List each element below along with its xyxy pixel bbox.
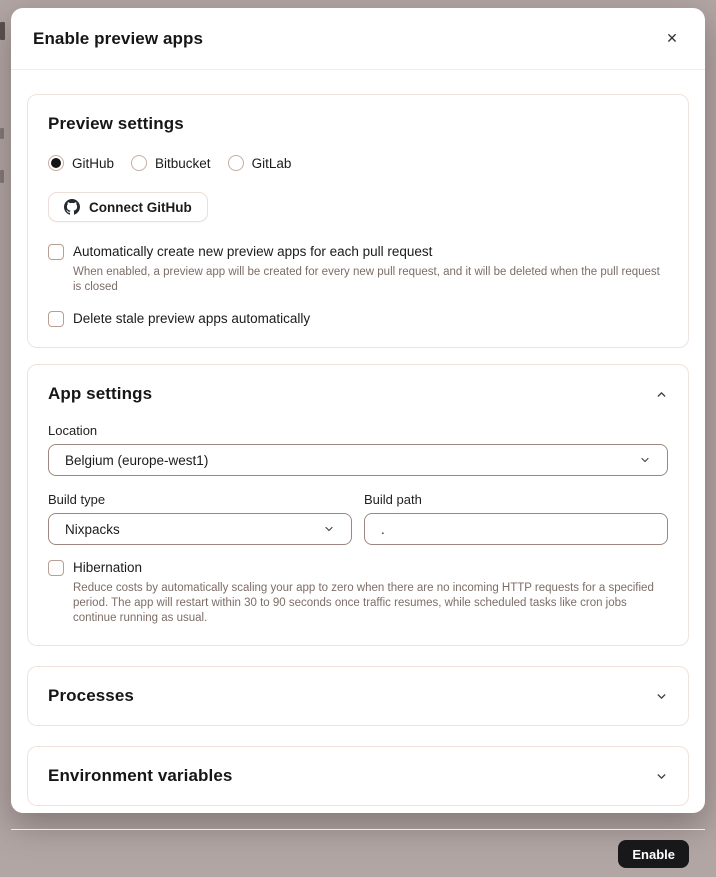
processes-card <box>27 666 689 726</box>
chevron-up-icon[interactable] <box>655 388 668 401</box>
processes-header[interactable] <box>48 686 668 706</box>
build-type-value: Nixpacks <box>65 521 120 537</box>
radio-github-label: GitHub <box>72 155 115 171</box>
hibernation-row <box>48 559 668 626</box>
enable-button[interactable]: Enable <box>618 840 689 868</box>
hibernation-checkbox[interactable] <box>48 560 64 576</box>
build-row <box>48 492 668 545</box>
connect-github-label: Connect GitHub <box>89 199 192 215</box>
radio-circle-icon <box>131 155 147 171</box>
radio-circle-icon <box>48 155 64 171</box>
location-value: Belgium (europe-west1) <box>65 452 209 468</box>
build-path-field <box>364 492 668 545</box>
delete-stale-row <box>48 310 668 328</box>
build-type-field <box>48 492 352 545</box>
auto-create-row <box>48 243 668 295</box>
enable-preview-apps-modal <box>11 8 705 862</box>
location-select[interactable] <box>48 444 668 476</box>
chevron-down-icon[interactable] <box>655 690 668 703</box>
hibernation-description: Reduce costs by automatically scaling your app to zero when there are no incoming HTTP requests for a specified period. The app will restart within 30 to 90 seconds once traffic resumes, while scheduled tasks like cron jobs continue running as usual. <box>73 582 654 624</box>
auto-create-label: Automatically create new preview apps for each pull request <box>73 244 433 259</box>
hibernation-texts <box>73 559 668 626</box>
chevron-down-icon <box>323 523 335 535</box>
modal-footer <box>11 829 705 877</box>
close-icon[interactable]: ✕ <box>661 28 683 50</box>
modal-body <box>11 70 705 806</box>
github-icon <box>64 199 80 215</box>
build-type-label: Build type <box>48 492 106 507</box>
delete-stale-label: Delete stale preview apps automatically <box>73 311 311 326</box>
hibernation-label: Hibernation <box>73 560 143 575</box>
radio-bitbucket[interactable] <box>131 155 211 171</box>
radio-github[interactable] <box>48 155 114 171</box>
app-settings-header[interactable] <box>48 384 668 404</box>
environment-variables-card <box>27 746 689 806</box>
chevron-down-icon <box>639 454 651 466</box>
radio-bitbucket-label: Bitbucket <box>155 155 211 171</box>
location-field <box>48 423 668 476</box>
location-label: Location <box>48 423 98 438</box>
radio-gitlab-label: GitLab <box>251 155 292 171</box>
connect-github-button[interactable] <box>48 192 208 222</box>
delete-stale-checkbox[interactable] <box>48 311 64 327</box>
background-page-fragment <box>0 22 5 40</box>
radio-circle-icon <box>228 155 244 171</box>
auto-create-description: When enabled, a preview app will be created for every new pull request, and it will be deleted when the pull request is closed <box>73 266 660 293</box>
preview-settings-card <box>27 94 689 348</box>
environment-variables-header[interactable] <box>48 766 668 786</box>
chevron-down-icon[interactable] <box>655 770 668 783</box>
build-path-input[interactable] <box>364 513 668 545</box>
preview-settings-title: Preview settings <box>48 114 184 133</box>
environment-variables-title: Environment variables <box>48 766 233 785</box>
background-page-fragment <box>0 170 4 183</box>
auto-create-checkbox[interactable] <box>48 244 64 260</box>
build-path-label: Build path <box>364 492 422 507</box>
build-type-select[interactable] <box>48 513 352 545</box>
modal-header <box>11 8 705 70</box>
radio-gitlab[interactable] <box>228 155 292 171</box>
processes-title: Processes <box>48 686 134 705</box>
modal-title: Enable preview apps <box>33 28 204 48</box>
app-settings-card <box>27 364 689 646</box>
auto-create-texts <box>73 243 668 295</box>
provider-radio-group <box>48 155 668 171</box>
background-page-fragment <box>0 128 4 139</box>
app-settings-title: App settings <box>48 384 153 403</box>
